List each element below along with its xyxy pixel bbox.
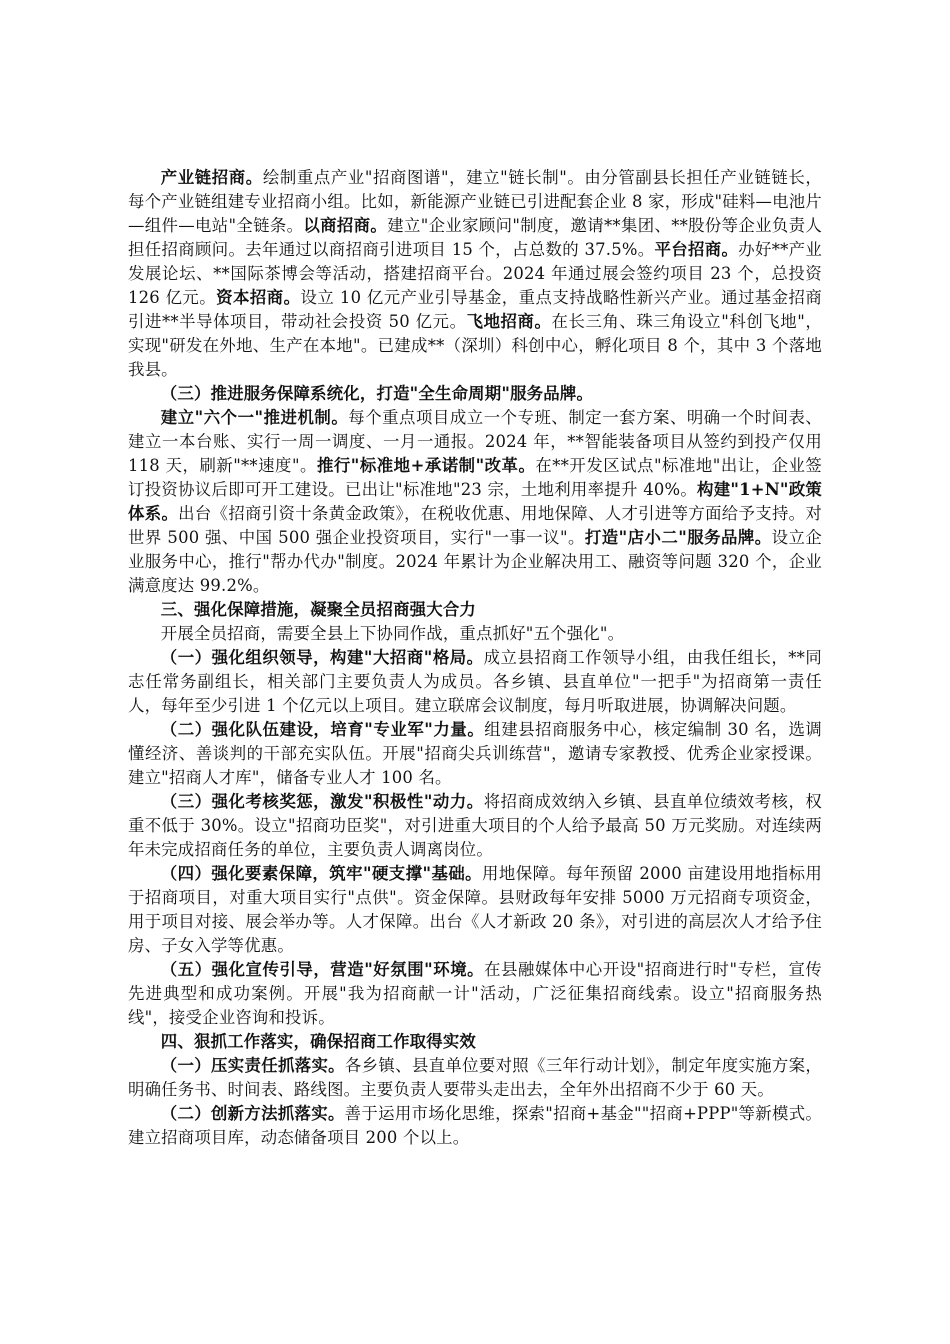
body-paragraph <box>128 958 822 1030</box>
paragraph-text: 将招商成效纳入乡镇、县直单位绩效考核，权重不低于 30%。设立"招商功臣奖"，对引进重大项目的个人给予最高 50 万元奖励。对连续两年未完成招商任务的单位，主要负责人调离岗位。 <box>128 792 823 859</box>
paragraph-text: 每个重点项目成立一个专班、制定一套方案、明确一个时间表、建立一本台账、实行一周一调度、一月一通报。2024 年，**智能装备项目从签约到投产仅用 118 天，刷新"**速度"。 <box>128 408 822 475</box>
section-heading <box>128 598 822 622</box>
paragraph-text: 设立 10 亿元产业引导基金，重点支持战略性新兴产业。通过基金招商引进**半导体项目，带动社会投资 50 亿元。 <box>128 288 822 331</box>
paragraph-text: 办好**产业发展论坛、**国际茶博会等活动，搭建招商平台。2024 年通过展会签约项目 23 个，总投资 126 亿元。 <box>128 240 822 307</box>
paragraph-text: 善于运用市场化思维，探索"招商+基金""招商+PPP"等新模式。建立招商项目库，动态储备项目 200 个以上。 <box>128 1104 823 1147</box>
bold-lead-text: （五）强化宣传引导，营造"好氛围"环境。 <box>160 960 485 979</box>
paragraph-text: 绘制重点产业"招商图谱"，建立"链长制"。由分管副县长担任产业链链长，每个产业链组建专业招商小组。比如，新能源产业链已引进配套企业 8 家，形成"硅料—电池片—组件—电站"全链条。 <box>128 168 823 235</box>
paragraph-text: 成立县招商工作领导小组，由我任组长，**同志任常务副组长，相关部门主要负责人为成员。各乡镇、县直单位"一把手"为招商第一责任人，每年至少引进 1 个亿元以上项目。建立联席会议制度，每月听取进展，协调解决问题。 <box>128 648 823 715</box>
paragraph-text: 在长三角、珠三角设立"科创飞地"，实现"研发在外地、生产在本地"。已建成**（深圳）科创中心，孵化项目 8 个，其中 3 个落地我县。 <box>128 312 822 379</box>
section-heading <box>128 1030 822 1054</box>
bold-lead-text: （三）推进服务保障系统化，打造"全生命周期"服务品牌。 <box>160 384 594 403</box>
body-paragraph <box>128 862 822 958</box>
bold-lead-text: （四）强化要素保障，筑牢"硬支撑"基础。 <box>160 864 483 883</box>
body-paragraph <box>128 790 822 862</box>
bold-lead-text: 打造"店小二"服务品牌。 <box>584 528 772 547</box>
body-paragraph <box>128 646 822 718</box>
body-paragraph <box>128 406 822 598</box>
paragraph-text: 用地保障。每年预留 2000 亩建设用地指标用于招商项目，对重大项目实行"点供"。资金保障。县财政每年安排 5000 万元招商专项资金，用于项目对接、展会举办等。人才保障。出台《人才新政 20 条》，对引进的高层次人才给予住房、子女入学等优惠。 <box>128 864 823 955</box>
bold-lead-text: 三、强化保障措施，凝聚全员招商强大合力 <box>160 600 477 619</box>
body-paragraph <box>128 1054 822 1102</box>
body-paragraph <box>128 166 822 382</box>
bold-lead-text: （二）创新方法抓落实。 <box>160 1104 345 1123</box>
bold-lead-text: 以商招商。 <box>303 216 388 235</box>
body-paragraph <box>128 1102 822 1150</box>
bold-lead-text: 推行"标准地+承诺制"改革。 <box>316 456 536 475</box>
bold-lead-text: （一）强化组织领导，构建"大招商"格局。 <box>160 648 484 667</box>
bold-lead-text: 飞地招商。 <box>466 312 552 331</box>
bold-lead-text: （三）强化考核奖惩，激发"积极性"动力。 <box>160 792 484 811</box>
paragraph-text: 建立"企业家顾问"制度，邀请**集团、**股份等企业负责人担任招商顾问。去年通过以商招商引进项目 15 个，占总数的 37.5%。 <box>128 216 822 259</box>
bold-lead-text: （一）压实责任抓落实。 <box>160 1056 345 1075</box>
bold-lead-text: （二）强化队伍建设，培育"专业军"力量。 <box>160 720 485 739</box>
paragraph-text: 开展全员招商，需要全县上下协同作战，重点抓好"五个强化"。 <box>160 624 625 643</box>
bold-lead-text: 构建"1+N"政策体系。 <box>128 480 822 523</box>
paragraph-text: 出台《招商引资十条黄金政策》，在税收优惠、用地保障、人才引进等方面给予支持。对世界 500 强、中国 500 强企业投资项目，实行"一事一议"。 <box>128 504 822 547</box>
bold-lead-text: 建立"六个一"推进机制。 <box>160 408 349 427</box>
paragraph-text: 在县融媒体中心开设"招商进行时"专栏，宣传先进典型和成功案例。开展"我为招商献一计"活动，广泛征集招商线索。设立"招商服务热线"，接受企业咨询和投诉。 <box>128 960 823 1027</box>
body-paragraph <box>128 718 822 790</box>
bold-lead-text: 四、狠抓工作落实，确保招商工作取得实效 <box>160 1032 477 1051</box>
bold-lead-text: 资本招商。 <box>216 288 301 307</box>
section-heading <box>128 382 822 406</box>
paragraph-text: 组建县招商服务中心，核定编制 30 名，选调懂经济、善谈判的干部充实队伍。开展"招商尖兵训练营"，邀请专家教授、优秀企业家授课。建立"招商人才库"，储备专业人才 100 名。 <box>128 720 822 787</box>
paragraph-text: 各乡镇、县直单位要对照《三年行动计划》，制定年度实施方案，明确任务书、时间表、路线图。主要负责人要带头走出去，全年外出招商不少于 60 天。 <box>128 1056 822 1099</box>
bold-lead-text: 平台招商。 <box>654 240 739 259</box>
bold-lead-text: 产业链招商。 <box>160 168 263 187</box>
paragraph-text: 在**开发区试点"标准地"出让，企业签订投资协议后即可开工建设。已出让"标准地"23 宗，土地利用率提升 40%。 <box>128 456 822 499</box>
paragraph-text: 设立企业服务中心，推行"帮办代办"制度。2024 年累计为企业解决用工、融资等问题 320 个，企业满意度达 99.2%。 <box>128 528 822 595</box>
body-paragraph <box>128 622 822 646</box>
